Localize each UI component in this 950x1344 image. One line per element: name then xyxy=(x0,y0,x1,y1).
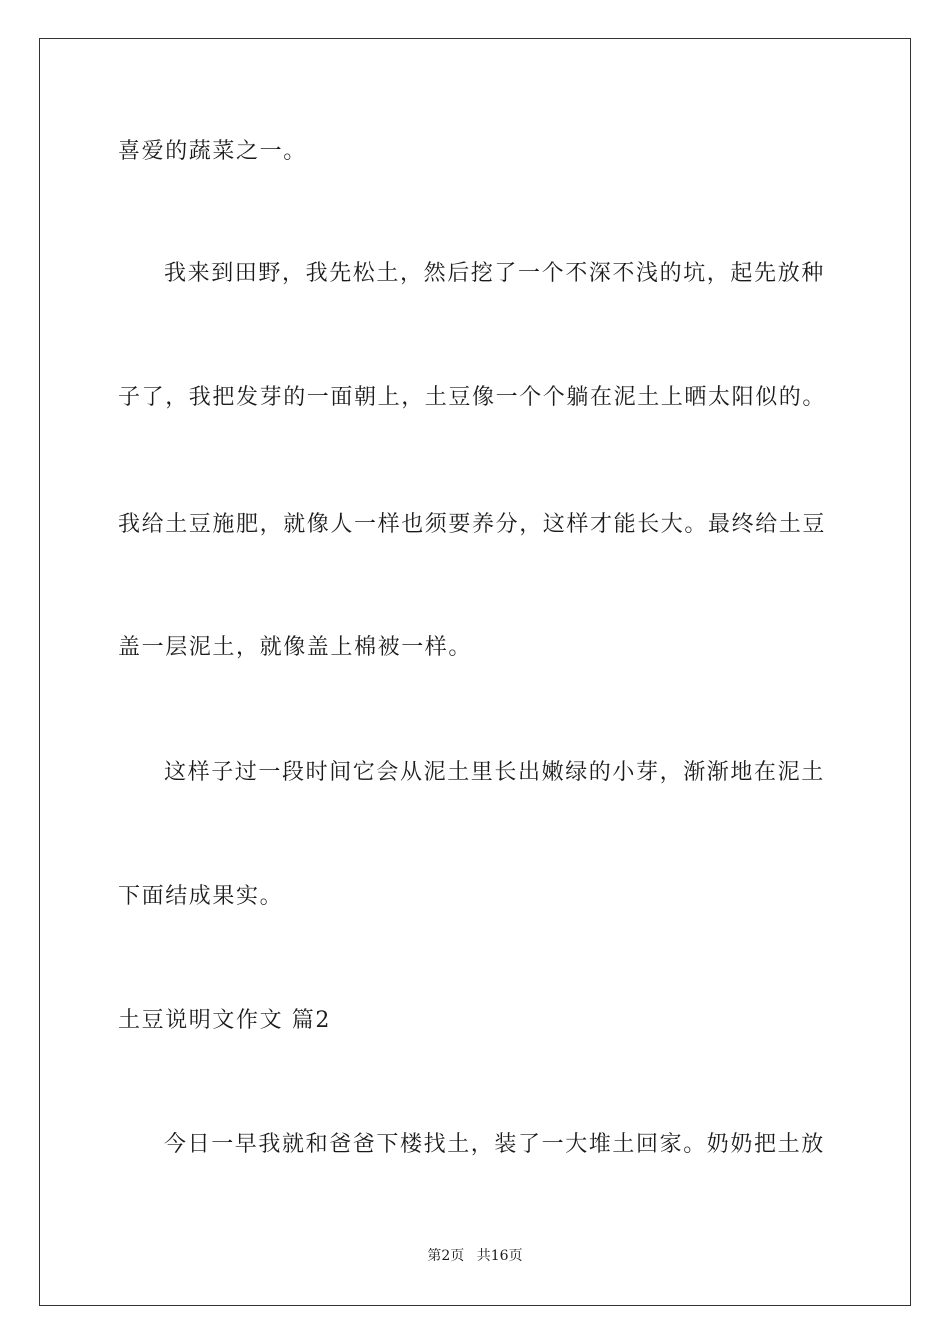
page-total: 共16页 xyxy=(476,1248,523,1264)
section-heading: 土豆说明文作文 篇2 xyxy=(118,1008,331,1033)
text-line: 下面结成果实。 xyxy=(118,884,284,909)
text-line: 子了，我把发芽的一面朝上，土豆像一个个躺在泥土上晒太阳似的。 xyxy=(118,385,827,410)
text-line: 喜爱的蔬菜之一。 xyxy=(118,139,307,164)
page-border xyxy=(39,38,911,1306)
paragraph-start-line: 今日一早我就和爸爸下楼找土，装了一大堆土回家。奶奶把土放 xyxy=(164,1132,825,1157)
text-line: 我给土豆施肥，就像人一样也须要养分，这样才能长大。最终给土豆 xyxy=(118,512,827,537)
page-number: 第2页 xyxy=(427,1248,465,1264)
paragraph-start-line: 我来到田野，我先松土，然后挖了一个不深不浅的坑，起先放种 xyxy=(164,261,825,286)
paragraph-start-line: 这样子过一段时间它会从泥土里长出嫩绿的小芽，渐渐地在泥土 xyxy=(164,760,825,785)
page-footer xyxy=(0,1246,950,1266)
text-line: 盖一层泥土，就像盖上棉被一样。 xyxy=(118,635,473,660)
